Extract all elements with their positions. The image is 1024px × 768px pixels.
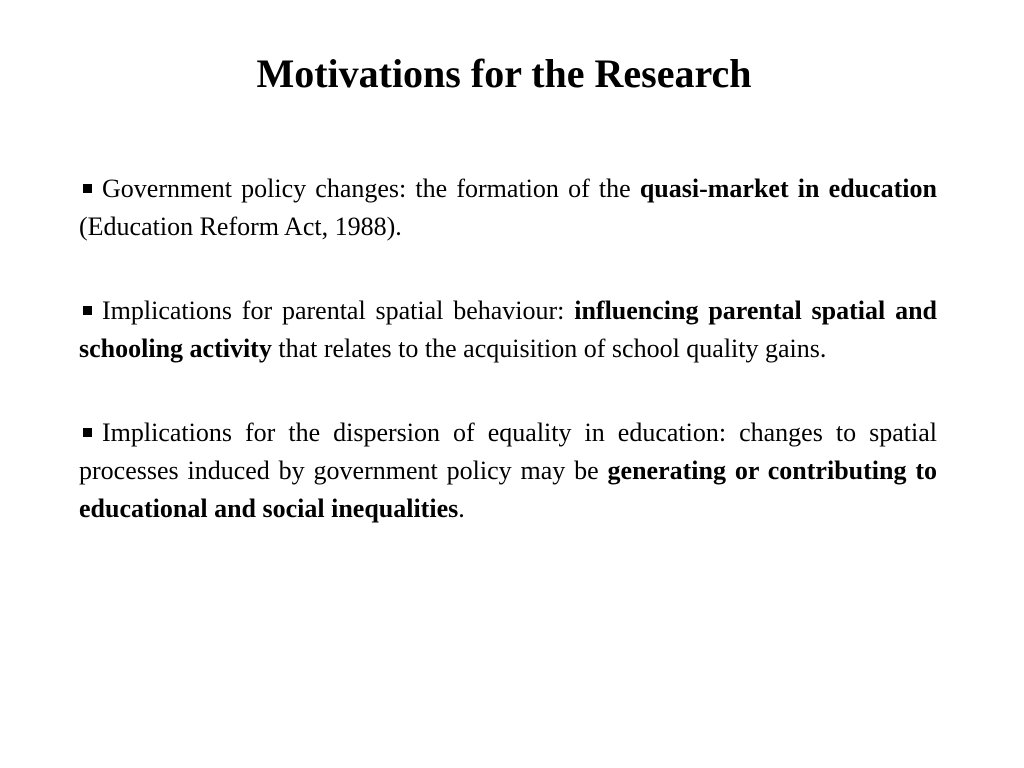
bullet-emphasis: generating or contributing to educational and social inequalities xyxy=(79,456,937,523)
square-bullet-icon xyxy=(83,428,92,437)
bullet-item-policy-changes xyxy=(79,170,937,246)
bullet-text-trail: that relates to the acquisition of school quality gains. xyxy=(271,334,827,363)
bullet-text: Implications for the dispersion of equality in education: changes to spatial processes induced by government policy may be xyxy=(79,418,937,485)
slide-title: Motivations for the Research xyxy=(256,51,752,96)
bullet-text-trail: (Education Reform Act, 1988). xyxy=(79,212,402,241)
bullet-emphasis: quasi-market in education xyxy=(639,174,937,203)
bullet-text: Implications for parental spatial behaviour: xyxy=(102,296,575,325)
bullet-emphasis: influencing parental spatial and schooling activity xyxy=(79,296,937,363)
square-bullet-icon xyxy=(83,184,92,193)
bullet-item-equality-dispersion xyxy=(79,414,937,528)
bullet-item-parental-behaviour xyxy=(79,292,937,368)
square-bullet-icon xyxy=(83,306,92,315)
bullet-list xyxy=(79,170,937,528)
bullet-text: Government policy changes: the formation of the xyxy=(102,174,640,203)
bullet-text-trail: . xyxy=(458,494,465,523)
